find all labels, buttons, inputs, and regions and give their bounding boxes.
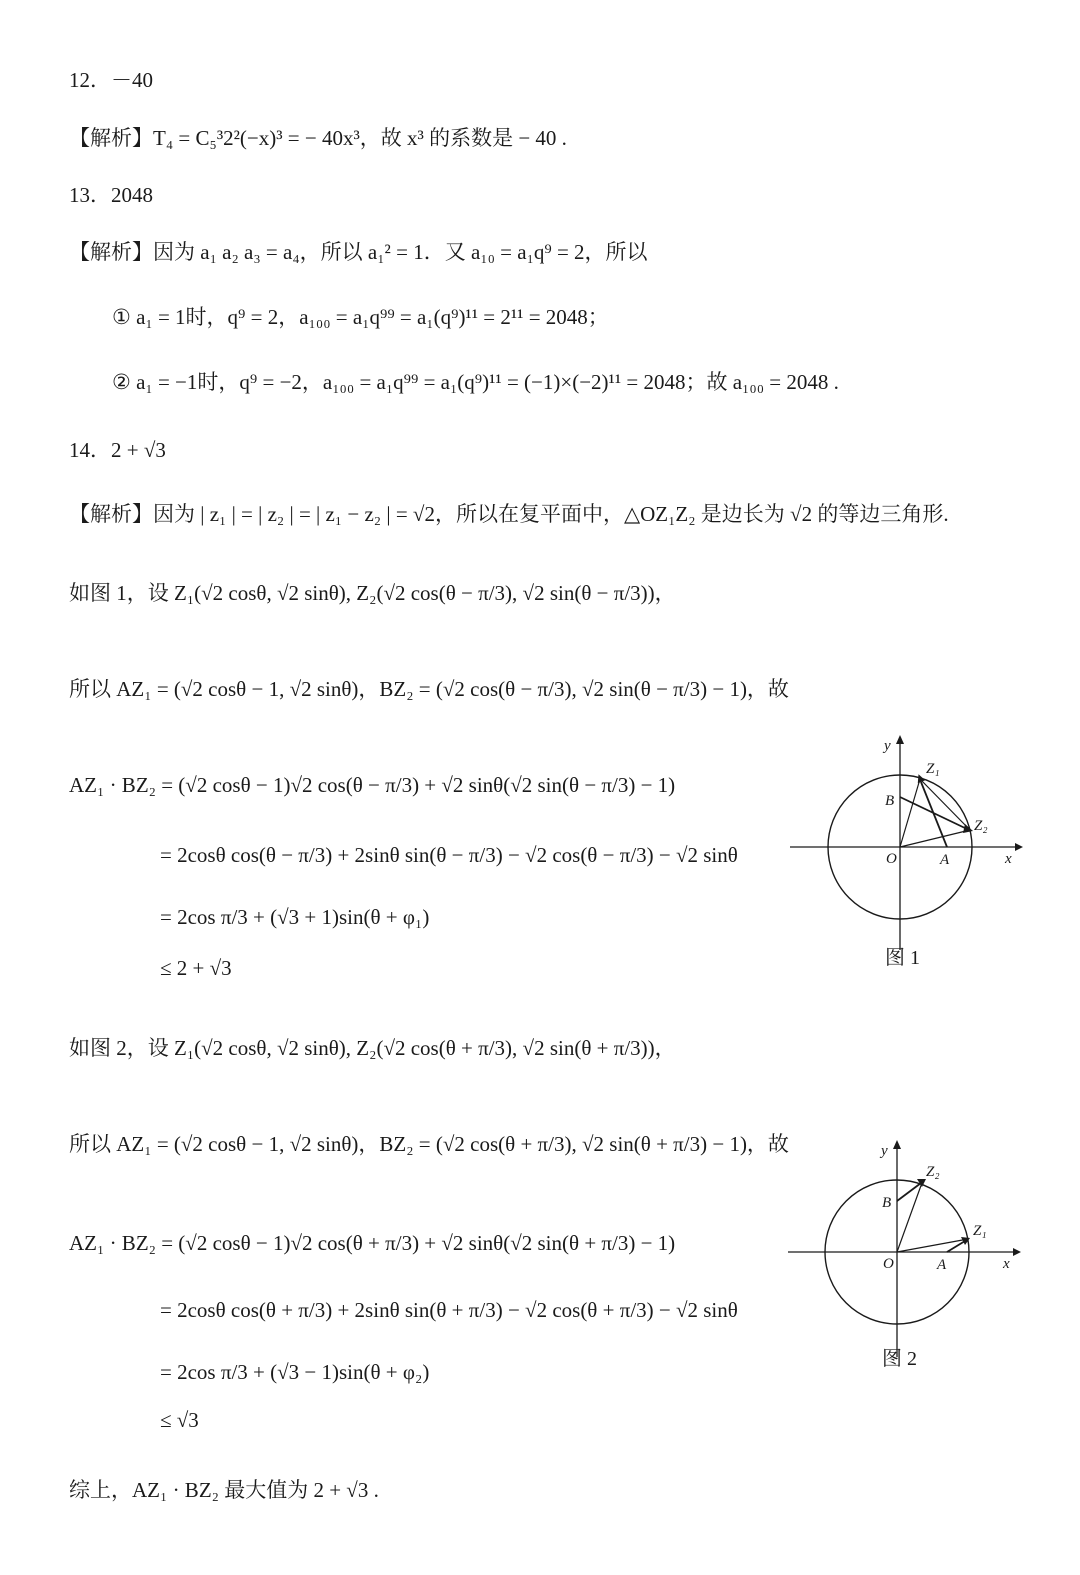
answer-12: 12．－40: [69, 68, 153, 92]
dot-product-fig2: AZ₁ · BZ₂ = (√2 cosθ − 1)√2 cos(θ + π/3) + √2 sinθ(√2 sin(θ + π/3) − 1): [69, 1231, 676, 1255]
vectors-fig2: 所以 AZ₁ = (√2 cosθ − 1, √2 sinθ)，BZ₂ = (√2 cos(θ + π/3), √2 sin(θ + π/3) − 1)，故: [69, 1132, 789, 1156]
bound-fig1: ≤ 2 + √3: [160, 956, 232, 980]
fig2-a-label: A: [937, 1257, 947, 1273]
case-1: ① a₁ = 1时，q⁹ = 2，a₁₀₀ = a₁q⁹⁹ = a₁(q⁹)¹¹ = 2¹¹ = 2048；: [112, 305, 609, 329]
fig1-x-label: x: [1005, 851, 1012, 867]
step-2-fig2: = 2cos π/3 + (√3 − 1)sin(θ + φ₂): [160, 1360, 430, 1384]
step-1-fig2: = 2cosθ cos(θ + π/3) + 2sinθ sin(θ + π/3) − √2 cos(θ + π/3) − √2 sinθ: [160, 1298, 738, 1322]
fig1-caption: 图 1: [885, 947, 920, 969]
answer-13: 13．2048: [69, 183, 153, 207]
fig1-o-label: O: [886, 851, 897, 867]
fig2-z1-label: Z₁: [973, 1223, 987, 1239]
solution-12: 【解析】T₄ = C₅³2²(−x)³ = − 40x³，故 x³ 的系数是 − 40 .: [69, 126, 567, 150]
solution-13: 【解析】因为 a₁ a₂ a₃ = a₄，所以 a₁² = 1．又 a₁₀ = a₁q⁹ = 2，所以: [69, 240, 648, 264]
fig2-x-label: x: [1003, 1256, 1010, 1272]
fig1-b-label: B: [885, 793, 895, 809]
vectors-fig1: 所以 AZ₁ = (√2 cosθ − 1, √2 sinθ)，BZ₂ = (√2 cos(θ − π/3), √2 sin(θ − π/3) − 1)，故: [69, 677, 789, 701]
dot-product-fig1: AZ₁ · BZ₂ = (√2 cosθ − 1)√2 cos(θ − π/3) + √2 sinθ(√2 sin(θ − π/3) − 1): [69, 773, 676, 797]
fig1-y-label: y: [884, 738, 891, 754]
fig1-z2-label: Z₂: [974, 818, 988, 834]
solution-14: 【解析】因为 | z₁ | = | z₂ | = | z₁ − z₂ | = √2，所以在复平面中，△OZ₁Z₂ 是边长为 √2 的等边三角形.: [69, 502, 949, 526]
fig2-y-label: y: [881, 1143, 888, 1159]
fig2-z2-label: Z₂: [926, 1164, 940, 1180]
fig1-z1-label: Z₁: [926, 761, 940, 777]
setup-fig1: 如图 1，设 Z₁(√2 cosθ, √2 sinθ), Z₂(√2 cos(θ − π/3), √2 sin(θ − π/3))，: [69, 581, 676, 605]
fig2-caption: 图 2: [882, 1348, 917, 1370]
bound-fig2: ≤ √3: [160, 1408, 199, 1432]
fig2-o-label: O: [883, 1256, 894, 1272]
fig2-b-label: B: [882, 1195, 892, 1211]
case-2: ② a₁ = −1时，q⁹ = −2，a₁₀₀ = a₁q⁹⁹ = a₁(q⁹)¹¹ = (−1)×(−2)¹¹ = 2048；故 a₁₀₀ = 2048 .: [112, 370, 839, 394]
step-1-fig1: = 2cosθ cos(θ − π/3) + 2sinθ sin(θ − π/3) − √2 cos(θ − π/3) − √2 sinθ: [160, 843, 738, 867]
setup-fig2: 如图 2，设 Z₁(√2 cosθ, √2 sinθ), Z₂(√2 cos(θ + π/3), √2 sin(θ + π/3))，: [69, 1036, 676, 1060]
answer-14: 14．2 + √3: [69, 438, 166, 462]
step-2-fig1: = 2cos π/3 + (√3 + 1)sin(θ + φ₁): [160, 905, 430, 929]
figure-2: [785, 1135, 1025, 1375]
figure-1: [785, 730, 1025, 980]
conclusion: 综上，AZ₁ · BZ₂ 最大值为 2 + √3 .: [69, 1478, 379, 1502]
fig1-a-label: A: [940, 852, 950, 868]
